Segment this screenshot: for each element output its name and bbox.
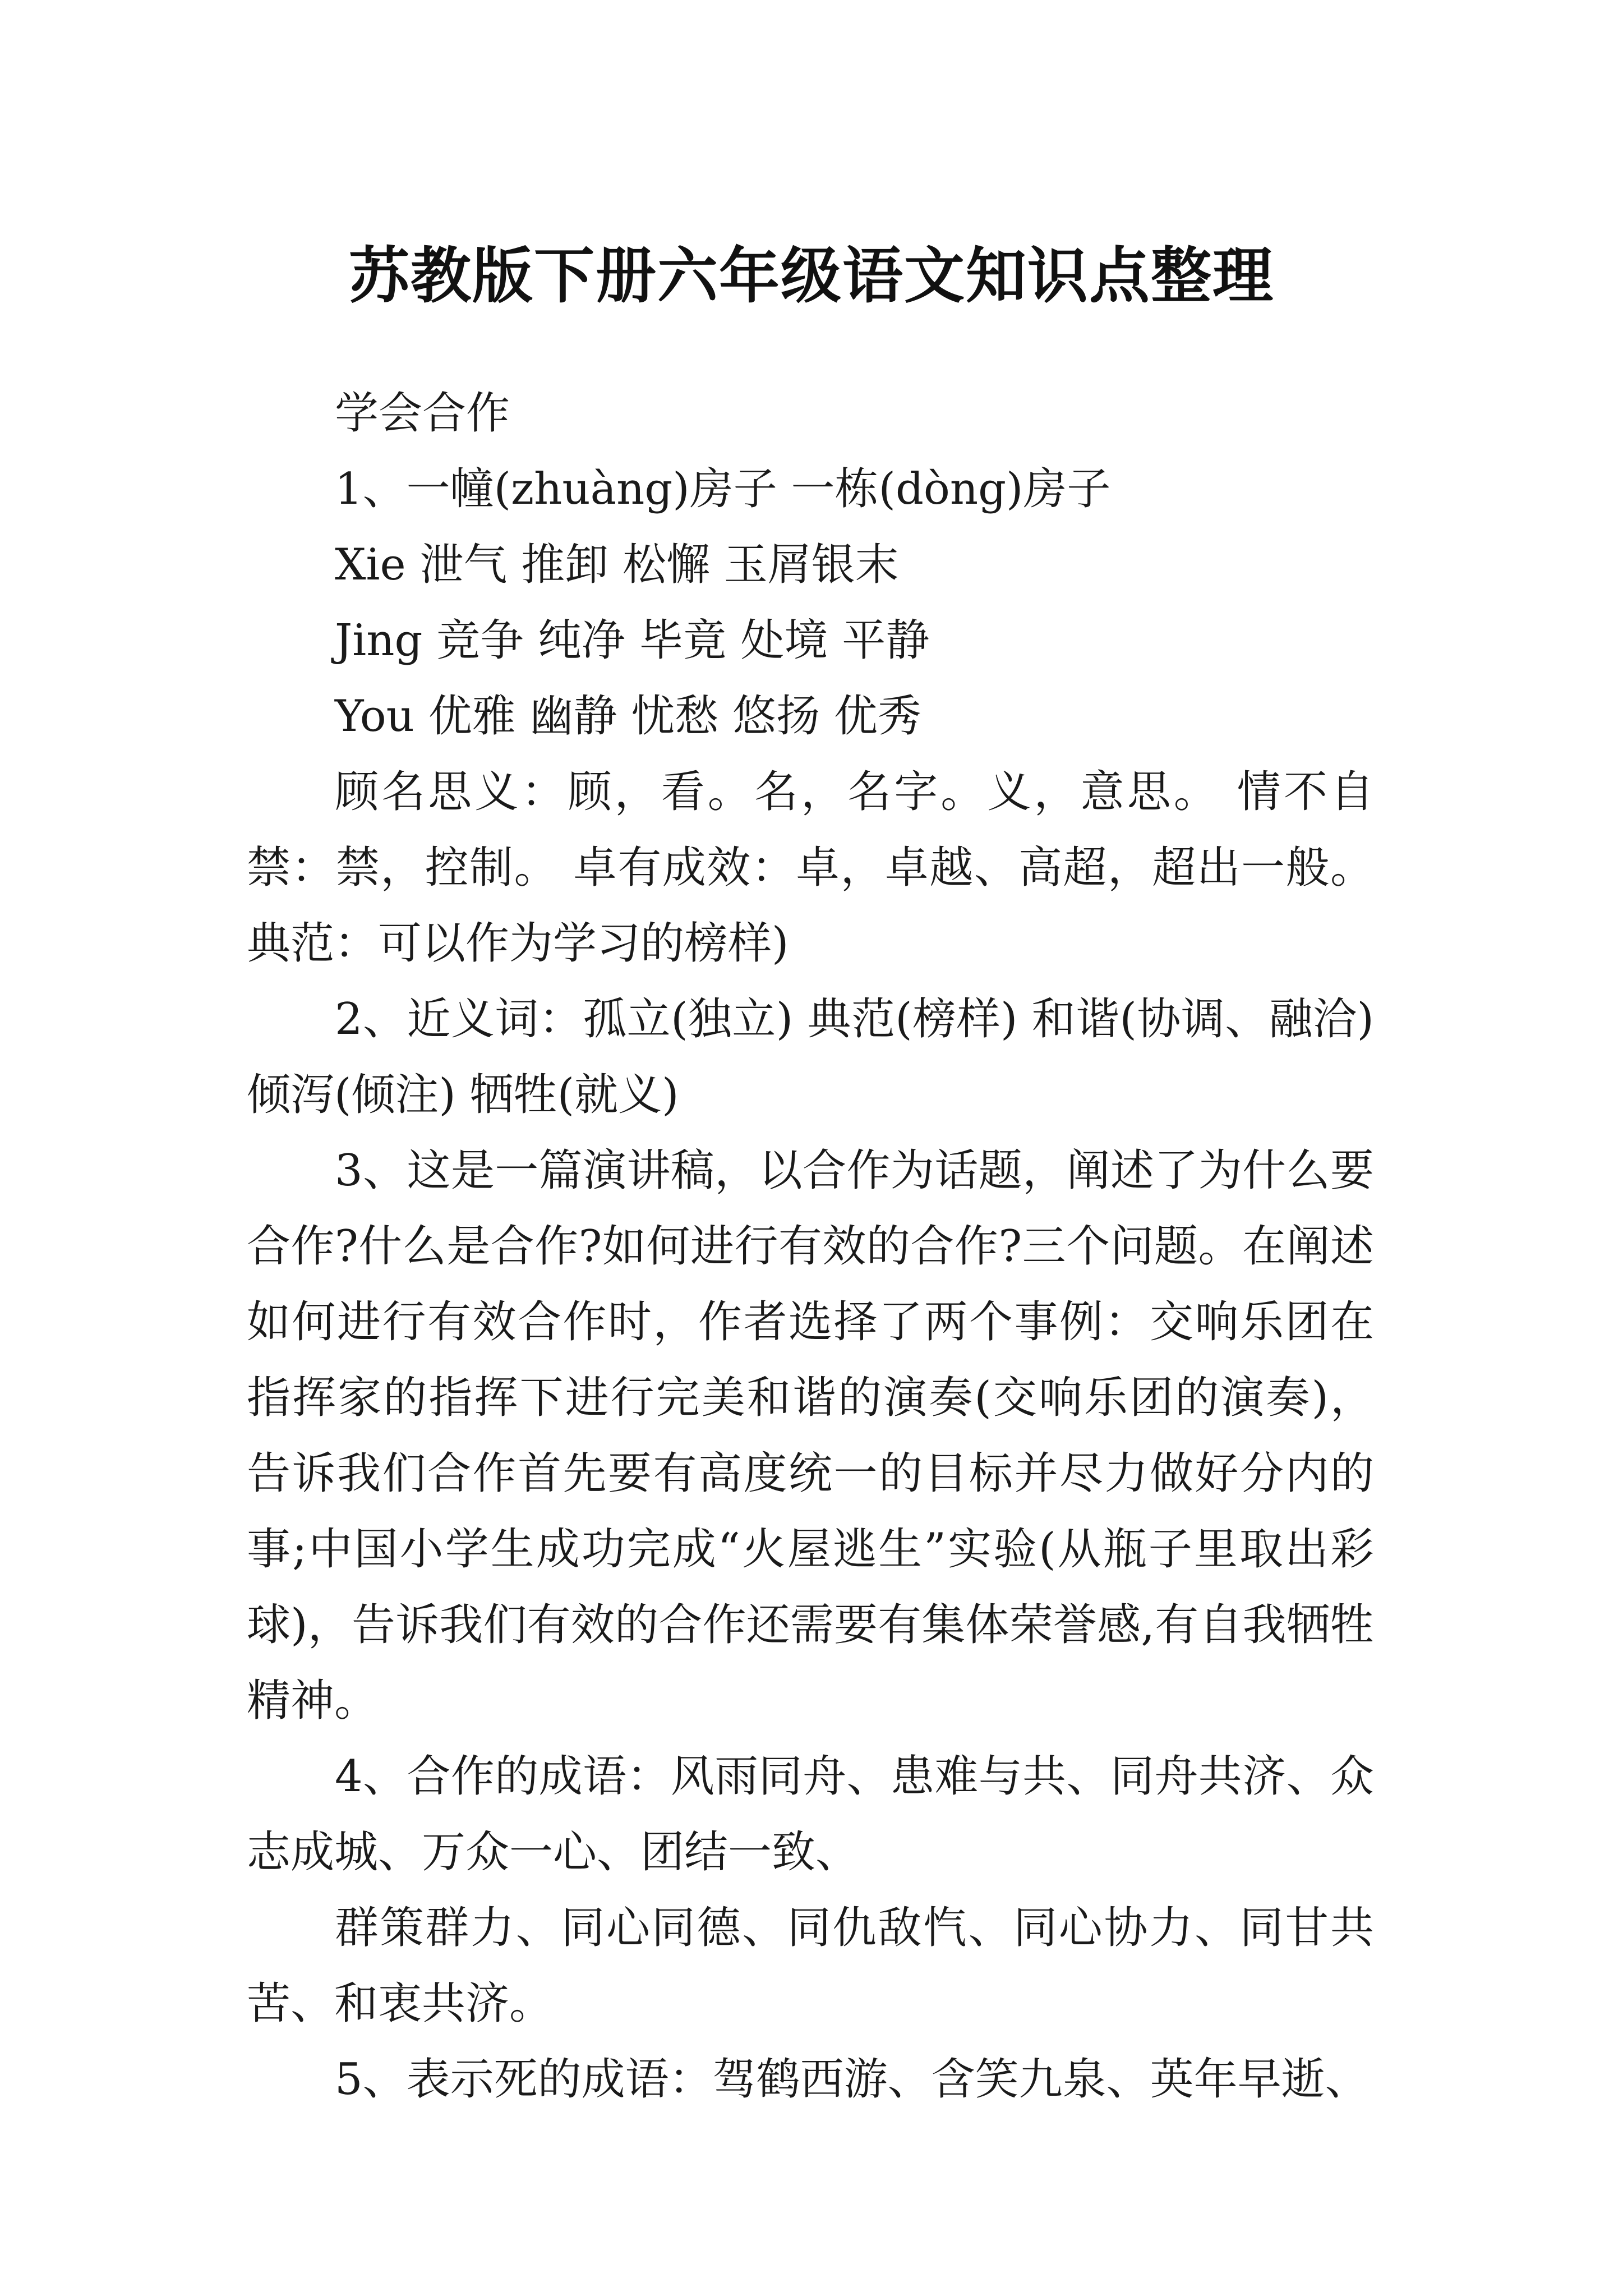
paragraph-4-continued: 群策群力、同心同德、同仇敌忾、同心协力、同甘共苦、和衷共济。 bbox=[247, 1903, 1374, 2029]
paragraph-2: 2、近义词：孤立(独立) 典范(榜样) 和谐(协调、融洽) 倾泻(倾注) 牺牲(就义) bbox=[247, 994, 1374, 1120]
paragraph-1: 1、一幢(zhuàng)房子 一栋(dòng)房子 bbox=[335, 464, 1111, 514]
paragraph-you: You 优雅 幽静 忧愁 悠扬 优秀 bbox=[335, 691, 921, 742]
paragraph-4: 4、合作的成语：风雨同舟、患难与共、同舟共济、众志成城、万众一心、团结一致、 bbox=[247, 1751, 1374, 1878]
paragraph-jing: Jing 竞争 纯净 毕竟 处境 平静 bbox=[335, 615, 930, 666]
section-heading: 学会合作 bbox=[335, 388, 510, 439]
paragraph-definitions: 顾名思义：顾，看。名，名字。义，意思。 情不自禁：禁，控制。 卓有成效：卓，卓越、高超，超出一般。 典范：可以作为学习的榜样) bbox=[247, 767, 1374, 969]
document-title: 苏教版下册六年级语文知识点整理 bbox=[348, 241, 1274, 312]
paragraph-3: 3、这是一篇演讲稿，以合作为话题，阐述了为什么要合作?什么是合作?如何进行有效的合作?三个问题。在阐述如何进行有效合作时，作者选择了两个事例：交响乐团在指挥家的指挥下进行完美和谐的演奏(交响乐团的演奏)，告诉我们合作首先要有高度统一的目标并尽力做好分内的事;中国小学生成功完成“火屋逃生”实验(从瓶子里取出彩球)，告诉我们有效的合作还需要有集体荣誉感,有自我牺牲精神。 bbox=[247, 1145, 1374, 1726]
paragraph-5: 5、表示死的成语：驾鹤西游、含笑九泉、英年早逝、 bbox=[335, 2054, 1369, 2105]
document-body bbox=[247, 376, 1374, 2118]
paragraph-xie: Xie 泄气 推卸 松懈 玉屑银末 bbox=[335, 540, 899, 590]
